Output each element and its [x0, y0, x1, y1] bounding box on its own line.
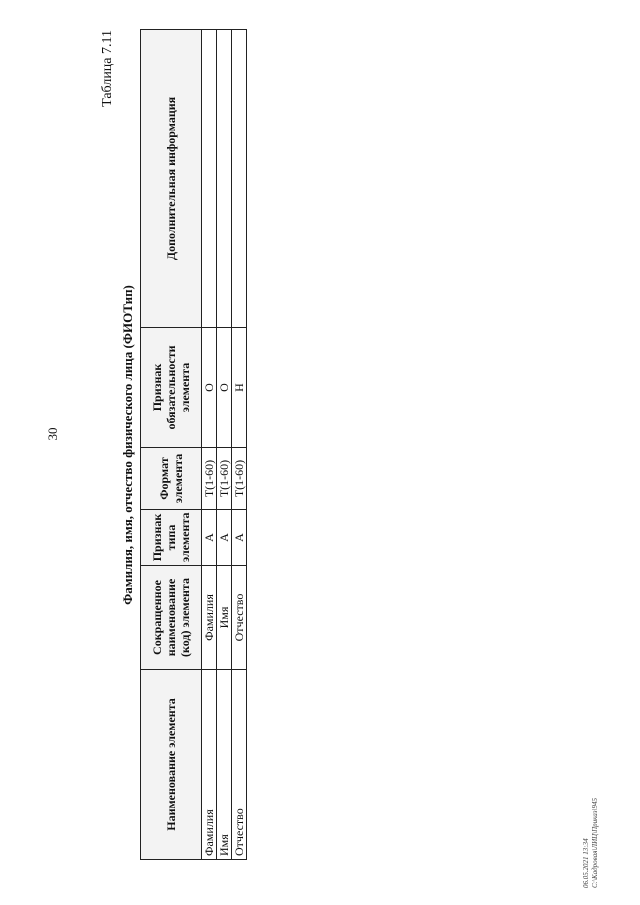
table-row — [202, 30, 217, 860]
table-label: Таблица 7.11 — [100, 30, 115, 107]
header-element-name: Наименование элемента — [141, 670, 202, 860]
cell-type: А — [232, 510, 247, 566]
stamp-path: С:\Кадровая\ЛИЦ\Приказ\945 — [591, 798, 599, 888]
header-additional-info: Дополнительная информация — [141, 30, 202, 328]
stamp-date: 06.05.2021 13:34 — [582, 838, 590, 888]
cell-code: Имя — [217, 566, 232, 670]
table-row — [232, 30, 247, 860]
elements-table — [140, 29, 247, 860]
file-stamp — [582, 748, 612, 888]
cell-format: T(1-60) — [202, 448, 217, 510]
header-element-type: Признак типа элемента — [141, 510, 202, 566]
cell-info — [202, 30, 217, 328]
table-header-row — [141, 30, 202, 860]
page-number: 30 — [45, 427, 60, 441]
cell-name: Имя — [217, 670, 232, 860]
header-element-code: Сокращенное наименование (код) элемента — [141, 566, 202, 670]
cell-info — [232, 30, 247, 328]
cell-code: Отчество — [232, 566, 247, 670]
table-row — [217, 30, 232, 860]
cell-info — [217, 30, 232, 328]
cell-required: О — [217, 328, 232, 448]
table-title: Фамилия, имя, отчество физического лица (ФИОТип) — [120, 285, 135, 605]
cell-type: А — [217, 510, 232, 566]
cell-required: Н — [232, 328, 247, 448]
rotated-table-region — [100, 30, 246, 860]
cell-required: О — [202, 328, 217, 448]
cell-type: А — [202, 510, 217, 566]
cell-format: T(1-60) — [217, 448, 232, 510]
cell-name: Фамилия — [202, 670, 217, 860]
cell-code: Фамилия — [202, 566, 217, 670]
header-element-format: Формат элемента — [141, 448, 202, 510]
header-element-required: Признак обязательности элемента — [141, 328, 202, 448]
cell-format: T(1-60) — [232, 448, 247, 510]
cell-name: Отчество — [232, 670, 247, 860]
